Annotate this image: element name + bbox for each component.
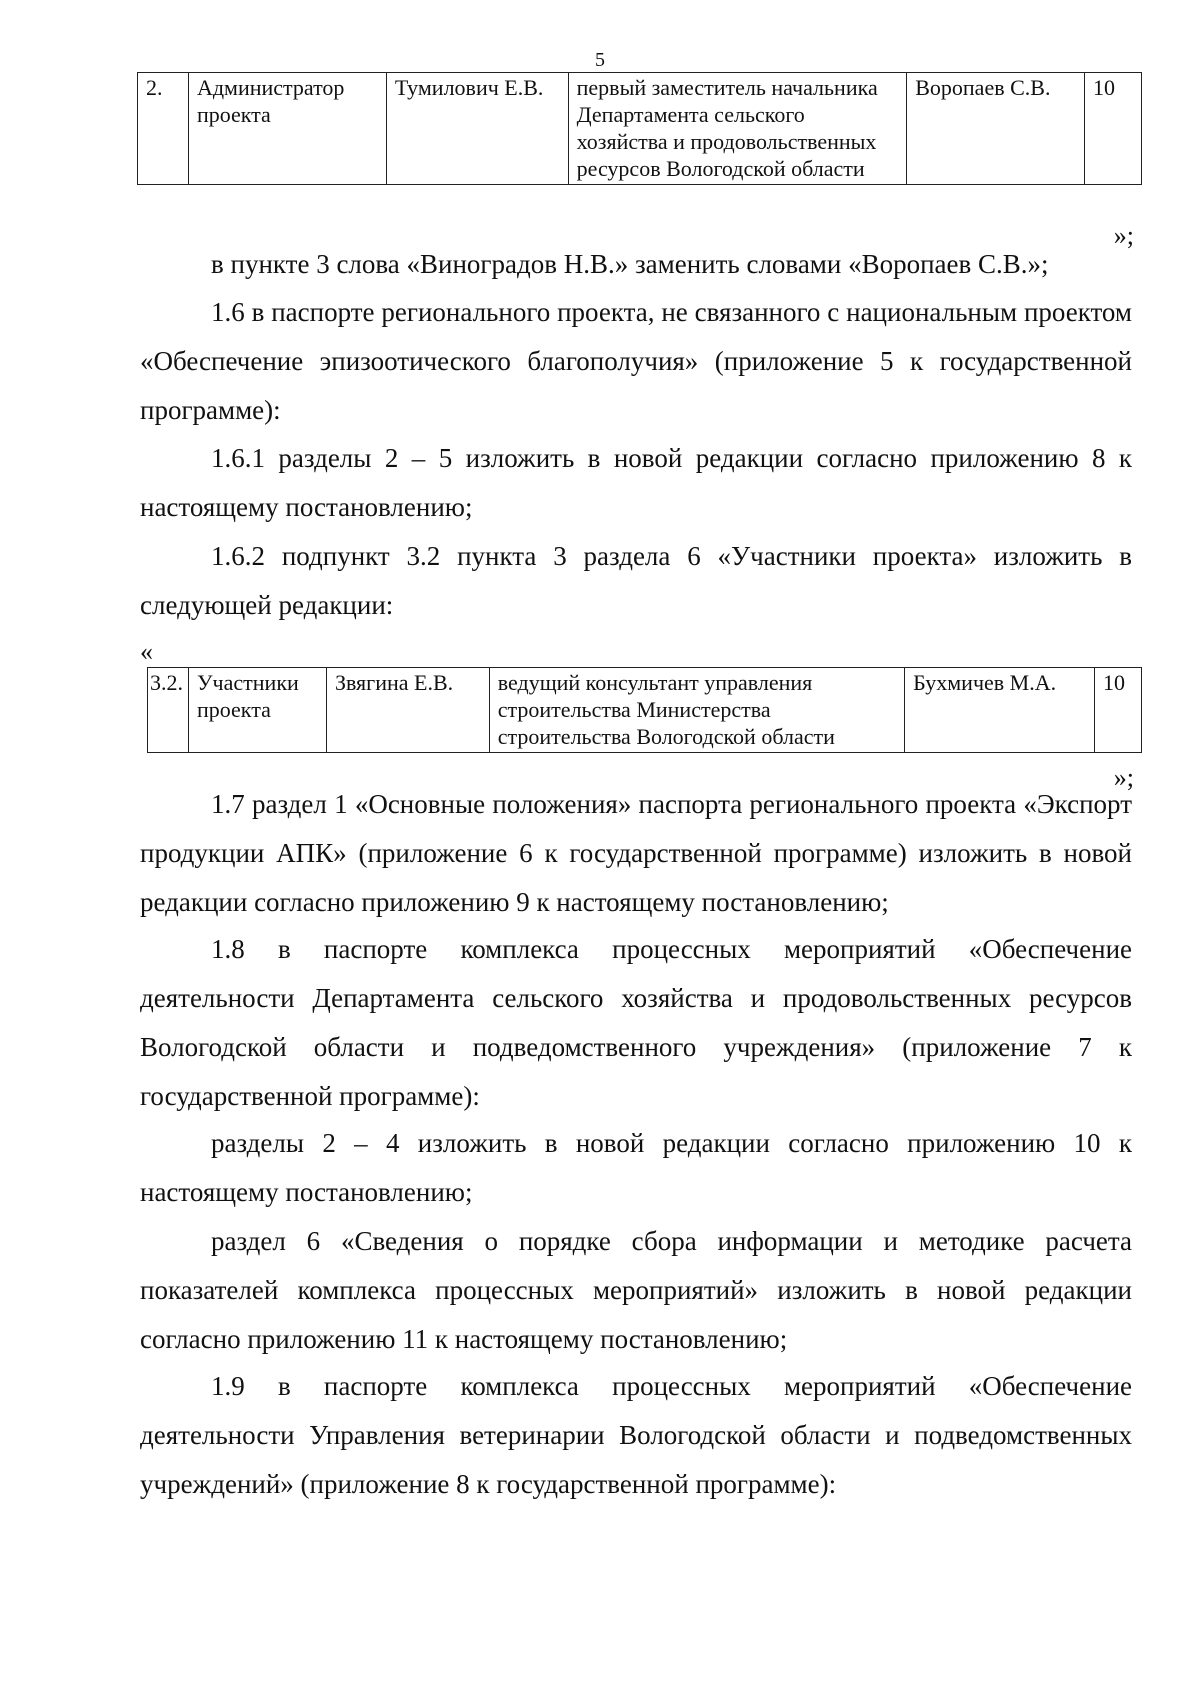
closing-quote: »; (1113, 763, 1134, 792)
row-number: 3.2. (148, 668, 189, 753)
role-cell: Администратор проекта (188, 73, 386, 185)
paragraph: разделы 2 – 4 изложить в новой редакции согласно приложению 10 к настоящему постановлению; (140, 1128, 1132, 1207)
project-team-table-1 (137, 72, 1142, 185)
paragraph: 1.6 в паспорте регионального проекта, не связанного с национальным проектом «Обеспечение эпизоотического благополучия» (приложение 5 к государственной программе): (140, 297, 1132, 425)
paragraph: в пункте 3 слова «Виноградов Н.В.» заменить словами «Воропаев С.В.»; (211, 249, 1049, 279)
person-cell: Звягина Е.В. (326, 668, 489, 753)
table-row (148, 668, 1142, 753)
supervisor-cell: Воропаев С.В. (907, 73, 1085, 185)
supervisor-cell: Бухмичев М.А. (905, 668, 1095, 753)
role-cell: Участники проекта (188, 668, 326, 753)
value-cell: 10 (1085, 73, 1142, 185)
value-cell: 10 (1094, 668, 1141, 753)
position-cell: ведущий консультант управления строительства Министерства строительства Вологодской области (489, 668, 904, 753)
paragraph: 1.9 в паспорте комплекса процессных мероприятий «Обеспечение деятельности Управления ветеринарии Вологодской области и подведомственных учреждений» (приложение 8 к государственной программе): (140, 1371, 1132, 1499)
person-cell: Тумилович Е.В. (386, 73, 568, 185)
opening-quote: « (140, 637, 153, 666)
paragraph: 1.6.1 разделы 2 – 5 изложить в новой редакции согласно приложению 8 к настоящему постановлению; (140, 443, 1132, 522)
paragraph: 1.8 в паспорте комплекса процессных мероприятий «Обеспечение деятельности Департамента сельского хозяйства и продовольственных ресурсов Вологодской области и подведомственного учреждения» (приложение 7 к государственной программе): (140, 934, 1132, 1111)
table-row (138, 73, 1142, 185)
closing-quote: »; (1113, 221, 1134, 250)
paragraph: 1.6.2 подпункт 3.2 пункта 3 раздела 6 «Участники проекта» изложить в следующей редакции: (140, 541, 1132, 620)
page-number: 5 (595, 49, 605, 71)
paragraph: раздел 6 «Сведения о порядке сбора информации и методике расчета показателей комплекса процессных мероприятий» изложить в новой редакции согласно приложению 11 к настоящему постановлению; (140, 1226, 1132, 1354)
position-cell: первый заместитель начальника Департамента сельского хозяйства и продовольственных ресурсов Вологодской области (568, 73, 907, 185)
row-number: 2. (138, 73, 189, 185)
project-team-table-2 (147, 667, 1142, 753)
paragraph: 1.7 раздел 1 «Основные положения» паспорта регионального проекта «Экспорт продукции АПК» (приложение 6 к государственной программе) изложить в новой редакции согласно приложению 9 к настоящему постановлению; (140, 789, 1132, 917)
